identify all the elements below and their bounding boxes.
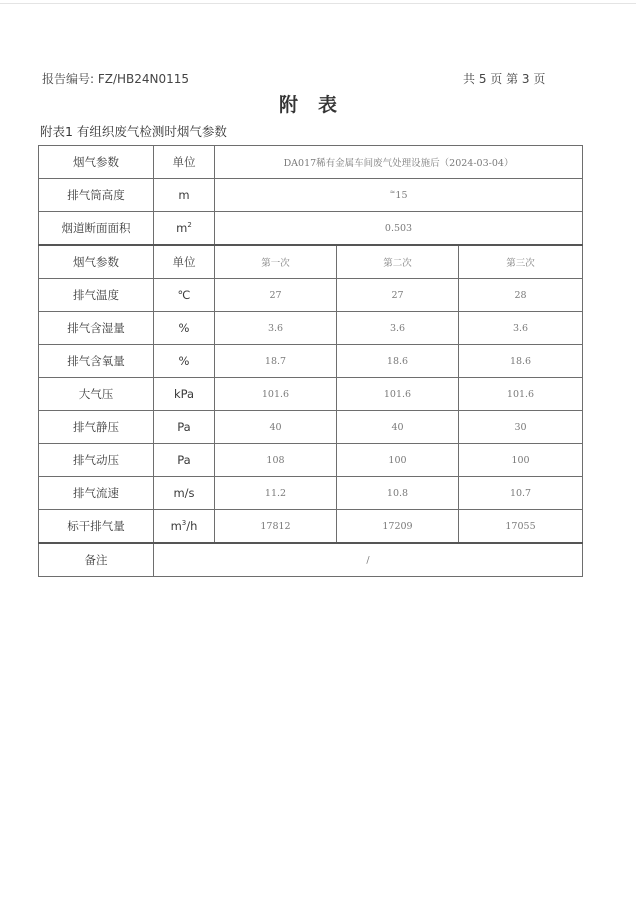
param-label: 排气动压	[39, 444, 154, 477]
stack-height-number: 15	[395, 190, 408, 202]
run-1-value: 27	[215, 279, 337, 312]
page-info: 共 5 页 第 3 页	[463, 72, 546, 86]
run-2-value: 27	[337, 279, 459, 312]
stack-height-row	[39, 179, 583, 212]
approx-sign: ≈	[389, 188, 396, 197]
param-label: 排气静压	[39, 411, 154, 444]
runs-header-row	[39, 245, 583, 279]
param-unit: ℃	[154, 279, 215, 312]
duct-area-unit-base: m	[176, 221, 188, 235]
table-row	[39, 378, 583, 411]
table-row	[39, 279, 583, 312]
remark-value: /	[154, 543, 583, 577]
run-2-value: 18.6	[337, 345, 459, 378]
run-1-value: 108	[215, 444, 337, 477]
run-1-value: 18.7	[215, 345, 337, 378]
page-title: 附表	[278, 94, 357, 116]
remark-row	[39, 543, 583, 577]
stack-height-unit: m	[154, 179, 215, 212]
dry-flow-unit-base: m	[170, 519, 182, 533]
param-unit: Pa	[154, 411, 215, 444]
stack-height-label: 排气筒高度	[39, 179, 154, 212]
table-caption: 附表1 有组织废气检测时烟气参数	[40, 124, 227, 139]
param-label: 大气压	[39, 378, 154, 411]
table-row	[39, 345, 583, 378]
param-label: 排气流速	[39, 477, 154, 510]
run-2-header: 第二次	[337, 245, 459, 279]
dry-flow-label: 标干排气量	[39, 510, 154, 544]
runs-header-param-label: 烟气参数	[39, 245, 154, 279]
table-row	[39, 312, 583, 345]
table-row	[39, 411, 583, 444]
sampling-location: DA017稀有金属车间废气处理设施后（2024-03-04）	[215, 146, 583, 179]
run-2-value: 101.6	[337, 378, 459, 411]
remark-label: 备注	[39, 543, 154, 577]
header-unit-label: 单位	[154, 146, 215, 179]
header-row	[39, 146, 583, 179]
duct-area-label: 烟道断面面积	[39, 212, 154, 246]
table-row	[39, 444, 583, 477]
param-label: 排气含湿量	[39, 312, 154, 345]
header-param-label: 烟气参数	[39, 146, 154, 179]
run-1-value: 101.6	[215, 378, 337, 411]
duct-area-value: 0.503	[215, 212, 583, 246]
duct-area-row	[39, 212, 583, 246]
run-3-dry-flow: 17055	[459, 510, 583, 544]
param-label: 排气温度	[39, 279, 154, 312]
flue-gas-parameters-table	[38, 145, 583, 577]
run-2-value: 40	[337, 411, 459, 444]
run-2-value: 10.8	[337, 477, 459, 510]
dry-flow-unit	[154, 510, 215, 544]
param-unit: %	[154, 345, 215, 378]
run-3-value: 101.6	[459, 378, 583, 411]
run-3-value: 30	[459, 411, 583, 444]
param-label: 排气含氧量	[39, 345, 154, 378]
param-unit: kPa	[154, 378, 215, 411]
dry-flow-unit-sup: 3	[181, 519, 187, 528]
run-1-header: 第一次	[215, 245, 337, 279]
stack-height-value	[215, 179, 583, 212]
param-unit: Pa	[154, 444, 215, 477]
run-3-value: 28	[459, 279, 583, 312]
run-3-value: 18.6	[459, 345, 583, 378]
run-2-value: 100	[337, 444, 459, 477]
run-2-value: 3.6	[337, 312, 459, 345]
run-3-header: 第三次	[459, 245, 583, 279]
runs-header-unit-label: 单位	[154, 245, 215, 279]
param-unit: %	[154, 312, 215, 345]
duct-area-unit	[154, 212, 215, 246]
duct-area-unit-sup: 2	[187, 221, 192, 230]
run-3-value: 10.7	[459, 477, 583, 510]
run-3-value: 100	[459, 444, 583, 477]
run-1-dry-flow: 17812	[215, 510, 337, 544]
table-row	[39, 477, 583, 510]
run-1-value: 3.6	[215, 312, 337, 345]
run-2-dry-flow: 17209	[337, 510, 459, 544]
dry-flow-unit-tail: /h	[186, 519, 198, 533]
param-unit: m/s	[154, 477, 215, 510]
run-1-value: 40	[215, 411, 337, 444]
top-border-line	[0, 3, 636, 4]
dry-flow-row	[39, 510, 583, 544]
report-number: 报告编号: FZ/HB24N0115	[42, 72, 190, 86]
run-3-value: 3.6	[459, 312, 583, 345]
run-1-value: 11.2	[215, 477, 337, 510]
